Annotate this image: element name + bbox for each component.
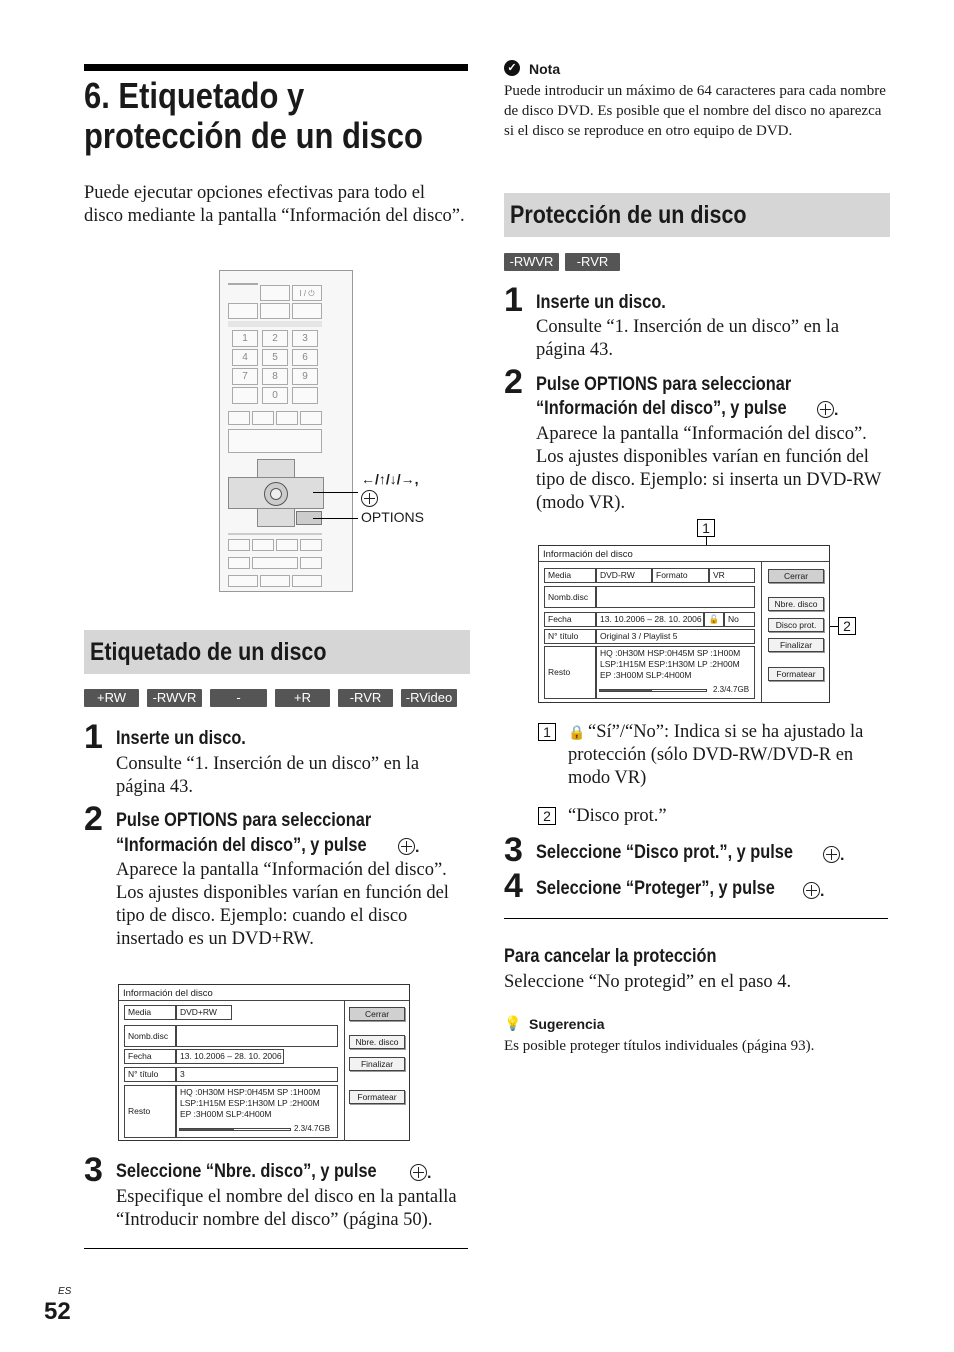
name-label: Nomb.disc [124,1025,176,1047]
step-heading: “Información del disco”, y pulse [116,835,367,856]
callout-1: 1 [697,519,715,537]
key-6: 6 [292,349,318,366]
screen-title: Información del disco [543,549,633,560]
callout-2: 2 [838,617,856,635]
key-9: 9 [292,368,318,385]
tag-plus-rw: +RW [84,689,139,707]
key-7: 7 [232,368,258,385]
tag-plus-r: +R [275,689,330,707]
key-4: 4 [232,349,258,366]
disc-name-field[interactable] [176,1025,338,1047]
step-heading: Pulse OPTIONS para seleccionar [116,810,372,831]
protect-value: No [724,612,755,627]
tip-heading: Sugerencia [529,1016,605,1032]
rest-panel: HQ :0H30M HSP:0H45M SP :1H00M LSP:1H15M ESP:1H30M LP :2H00M EP :3H00M SLP:4H00M [596,646,755,699]
enter-icon [398,838,415,855]
disc-name-button[interactable]: Nbre. disco [768,597,824,611]
step-number: 4 [504,867,523,905]
step-number: 3 [84,1151,103,1189]
enter-icon [803,882,820,899]
disc-info-screen-vr [538,545,830,703]
enter-icon [361,490,378,507]
disc-info-screen [118,984,410,1141]
note-icon: ✓ [504,60,520,76]
step-number: 1 [84,718,103,756]
rest-label: Resto [544,646,596,699]
step-number: 3 [504,831,523,869]
media-label: Media [544,568,596,583]
page-title: 6. Etiquetado y protección de un disco [84,75,423,156]
screen-title: Información del disco [123,988,213,999]
media-value: DVD+RW [176,1005,232,1020]
step-heading: Inserte un disco. [116,728,246,749]
step-body: Especifique el nombre del disco en la pantalla “Introducir nombre del disco” (página 50). [116,1187,457,1230]
step-number: 2 [84,800,103,838]
tip-text: Es posible proteger títulos individuales (página 93). [504,1038,815,1054]
title-count-label: N° título [124,1067,176,1082]
title-count-label: N° título [544,629,596,644]
step-number: 1 [504,281,523,319]
date-label: Fecha [124,1049,176,1064]
key-0: 0 [262,387,288,404]
enter-icon [823,846,840,863]
step-body: Consulte “1. Inserción de un disco” en la página 43. [536,317,840,360]
tip-icon: 💡 [504,1017,522,1032]
step-heading: Seleccione “Proteger”, y pulse [536,878,775,899]
cancel-text: Seleccione “No protegid” en el paso 4. [504,972,792,992]
format-value: VR [709,568,755,583]
media-value: DVD-RW [596,568,652,583]
lock-icon: 🔓 [704,612,724,627]
key-3: 3 [292,330,318,347]
callout-2: 2 [538,807,556,825]
key-5: 5 [262,349,288,366]
tag-r-video: -RVideo [401,689,457,707]
disc-name-button[interactable]: Nbre. disco [349,1035,405,1049]
capacity-bar [179,1128,291,1131]
capacity-text: 2.3/4.7GB [294,1124,331,1133]
disc-name-field[interactable] [596,586,755,608]
finalize-button[interactable]: Finalizar [768,638,824,652]
options-label: OPTIONS [361,509,425,525]
section-heading-proteccion: Protección de un disco [504,193,890,237]
disc-protect-button[interactable]: Disco prot. [768,618,824,632]
step-body: Aparece la pantalla “Información del disco”. Los ajustes disponibles varían en función del tipo de disco. Ejemplo: cuando el disco insertado es un DVD+RW. [116,860,449,949]
key-2: 2 [262,330,288,347]
date-value: 13. 10.2006 – 28. 10. 2006 [596,612,704,627]
step-body: Aparece la pantalla “Información del disco”. Los ajustes disponibles varían en función del tipo de disco. Ejemplo: si inserta un DVD-RW (modo VR). [536,424,881,513]
name-label: Nomb.disc [544,586,596,608]
format-button[interactable]: Formatear [768,667,824,681]
power-key: I / ⏻ [292,285,322,301]
media-label: Media [124,1005,176,1020]
arrows-label: ←/↑/↓/→, [361,471,419,487]
tag-rw-video: -RWVideo [211,690,266,723]
note-heading: Nota [529,61,561,77]
callout-note-2: “Disco prot.” [568,806,667,826]
note-text: Puede introducir un máximo de 64 caracteres para cada nombre de disco DVD. Es posible que el nombre del disco no aparezca si el disco se reproduce en otro equipo de DVD. [504,83,886,139]
page-number: 52 [44,1298,71,1325]
section-heading-etiquetado: Etiquetado de un disco [84,630,470,674]
section-end-rule [504,918,888,919]
date-label: Fecha [544,612,596,627]
capacity-bar [599,689,707,692]
step-heading: Seleccione “Disco prot.”, y pulse [536,842,793,863]
intro-text: Puede ejecutar opciones efectivas para todo el disco mediante la pantalla “Información del disco”. [84,183,465,226]
cancel-heading: Para cancelar la protección [504,946,717,967]
step-heading: “Información del disco”, y pulse [536,398,787,419]
format-label: Formato [652,568,709,583]
tag-rw-vr: -RWVR [147,689,202,707]
title-count-value: Original 3 / Playlist 5 [596,629,755,644]
key-8: 8 [262,368,288,385]
finalize-button[interactable]: Finalizar [349,1057,405,1071]
step-heading: Inserte un disco. [536,292,666,313]
rest-label: Resto [124,1085,176,1138]
close-button[interactable]: Cerrar [349,1007,405,1021]
enter-icon [817,401,834,418]
remote-control-illustration [219,270,353,592]
title-rule [84,64,468,71]
date-value: 13. 10.2006 – 28. 10. 2006 [176,1049,284,1064]
callout-1: 1 [538,723,556,741]
enter-icon [410,1164,427,1181]
step-number: 2 [504,363,523,401]
step-heading: Seleccione “Nbre. disco”, y pulse [116,1161,377,1182]
rest-panel: HQ :0H30M HSP:0H45M SP :1H00M LSP:1H15M ESP:1H30M LP :2H00M EP :3H00M SLP:4H00M [176,1085,338,1138]
tag-r-vr: -RVR [338,689,393,707]
close-button[interactable]: Cerrar [768,569,824,583]
section-end-rule [84,1248,468,1249]
key-1: 1 [232,330,258,347]
tag-rw-vr: -RWVR [504,253,559,271]
tag-r-vr: -RVR [565,253,620,271]
capacity-text: 2.3/4.7GB [713,685,750,694]
format-button[interactable]: Formatear [349,1090,405,1104]
language-code: ES [58,1286,72,1297]
step-body: Consulte “1. Inserción de un disco” en la página 43. [116,754,420,797]
callout-note-1: “Sí”/“No”: Indica si se ha ajustado la protección (sólo DVD-RW/DVD-R en modo VR) [568,722,864,788]
step-heading: Pulse OPTIONS para seleccionar [536,374,792,395]
title-count-value: 3 [176,1067,338,1082]
lock-icon: 🔒 [568,726,586,741]
